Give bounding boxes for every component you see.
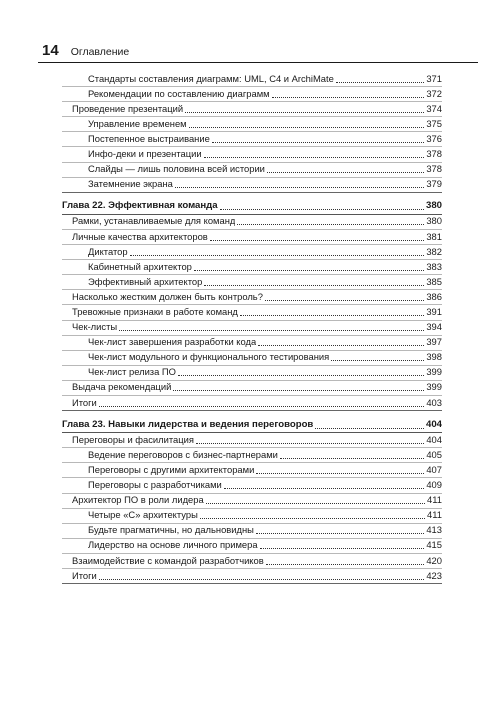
dot-leader xyxy=(224,488,425,489)
subsection-entry xyxy=(62,178,442,193)
section-entry xyxy=(62,305,442,320)
dot-leader xyxy=(240,315,424,316)
dot-leader xyxy=(204,157,425,158)
section-entry xyxy=(62,321,442,336)
chapter-entry xyxy=(62,200,442,215)
section-entry xyxy=(62,381,442,396)
running-title: Оглавление xyxy=(70,46,130,58)
entry-page-number: 382 xyxy=(426,245,442,257)
entry-page-number: 379 xyxy=(426,178,442,190)
subsection-entry xyxy=(62,336,442,351)
entry-title: Переговоры с разработчиками xyxy=(88,479,222,491)
entry-page-number: 407 xyxy=(426,463,442,475)
dot-leader xyxy=(220,209,424,210)
entry-title: Чек-лист релиза ПО xyxy=(88,366,176,378)
dot-leader xyxy=(267,172,424,173)
dot-leader xyxy=(256,473,424,474)
entry-page-number: 394 xyxy=(426,321,442,333)
entry-page-number: 411 xyxy=(427,509,442,521)
entry-page-number: 404 xyxy=(425,418,442,430)
dot-leader xyxy=(315,428,424,429)
subsection-entry xyxy=(62,366,442,381)
dot-leader xyxy=(119,330,424,331)
entry-page-number: 375 xyxy=(426,117,442,129)
entry-page-number: 385 xyxy=(426,275,442,287)
entry-page-number: 403 xyxy=(426,396,442,408)
page-header xyxy=(42,42,129,59)
dot-leader xyxy=(237,224,424,225)
entry-title: Насколько жестким должен быть контроль? xyxy=(72,290,263,302)
dot-leader xyxy=(200,518,425,519)
dot-leader xyxy=(206,503,425,504)
entry-title: Переговоры с другими архитекторами xyxy=(88,463,255,475)
section-entry xyxy=(62,433,442,448)
dot-leader xyxy=(173,390,424,391)
subsection-entry xyxy=(62,245,442,260)
entry-page-number: 399 xyxy=(426,366,442,378)
entry-title: Управление временем xyxy=(88,117,187,129)
dot-leader xyxy=(266,564,425,565)
entry-page-number: 423 xyxy=(426,569,442,581)
section-entry xyxy=(62,290,442,305)
dot-leader xyxy=(260,548,425,549)
entry-page-number: 380 xyxy=(426,215,442,227)
entry-title: Чек-лист завершения разработки кода xyxy=(88,336,257,348)
dot-leader xyxy=(130,255,425,256)
entry-page-number: 405 xyxy=(426,448,442,460)
entry-title: Эффективный архитектор xyxy=(88,275,203,287)
entry-title: Рекомендации по составлению диаграмм xyxy=(88,87,270,99)
entry-page-number: 391 xyxy=(426,306,442,317)
subsection-entry xyxy=(62,132,442,147)
entry-page-number: 409 xyxy=(426,479,442,491)
entry-page-number: 371 xyxy=(426,72,442,84)
dot-leader xyxy=(175,187,424,188)
dot-leader xyxy=(265,300,424,301)
dot-leader xyxy=(185,112,424,113)
entry-title: Итоги xyxy=(72,396,97,408)
entry-title: Рамки, устанавливаемые для команд xyxy=(72,215,236,227)
entry-title: Чек-лист модульного и функционального тестирования xyxy=(88,351,330,363)
entry-page-number: 374 xyxy=(426,102,442,114)
subsection-entry xyxy=(62,539,442,554)
entry-title: Постепенное выстраивание xyxy=(88,132,210,144)
entry-page-number: 372 xyxy=(426,87,442,99)
entry-title: Взаимодействие с командой разработчиков xyxy=(72,554,264,566)
entry-title: Диктатор xyxy=(88,245,128,257)
entry-page-number: 415 xyxy=(426,539,442,551)
entry-title: Стандарты составления диаграмм: UML, C4 и ArchiMate xyxy=(88,72,334,84)
entry-title: Инфо-деки и презентации xyxy=(88,148,202,160)
dot-leader xyxy=(272,97,425,98)
entry-title: Четыре «С» архитектуры xyxy=(88,509,198,521)
dot-leader xyxy=(280,458,424,459)
entry-title: Глава 22. Эффективная команда xyxy=(62,200,218,212)
page-number: 14 xyxy=(42,42,59,59)
subsection-entry xyxy=(62,351,442,366)
dot-leader xyxy=(256,533,424,534)
subsection-entry xyxy=(62,117,442,132)
entry-page-number: 399 xyxy=(426,381,442,393)
dot-leader xyxy=(210,240,425,241)
subsection-entry xyxy=(62,463,442,478)
entry-page-number: 397 xyxy=(426,336,442,348)
entry-title: Будьте прагматичны, но дальновидны xyxy=(88,524,254,536)
entry-page-number: 398 xyxy=(426,351,442,363)
subsection-entry xyxy=(62,72,442,87)
entry-page-number: 378 xyxy=(426,148,442,160)
subsection-entry xyxy=(62,275,442,290)
dot-leader xyxy=(189,127,425,128)
entry-title: Ведение переговоров с бизнес-партнерами xyxy=(88,448,278,460)
subsection-entry xyxy=(62,260,442,275)
section-entry xyxy=(62,494,442,509)
section-entry xyxy=(62,102,442,117)
entry-title: Слайды — лишь половина всей истории xyxy=(88,163,265,175)
entry-title: Переговоры и фасилитация xyxy=(72,433,194,445)
entry-title: Итоги xyxy=(72,569,97,581)
entry-page-number: 381 xyxy=(426,230,442,242)
entry-page-number: 378 xyxy=(426,163,442,175)
section-entry xyxy=(62,569,442,584)
section-entry xyxy=(62,230,442,245)
header-rule xyxy=(38,62,478,63)
subsection-entry xyxy=(62,87,442,102)
entry-title: Тревожные признаки в работе команд xyxy=(72,306,238,317)
entry-title: Выдача рекомендаций xyxy=(72,381,172,393)
subsection-entry xyxy=(62,163,442,178)
dot-leader xyxy=(178,375,424,376)
subsection-entry xyxy=(62,448,442,463)
entry-title: Чек-листы xyxy=(72,321,118,333)
section-entry xyxy=(62,215,442,230)
entry-page-number: 413 xyxy=(426,524,442,536)
section-entry xyxy=(62,554,442,569)
section-entry xyxy=(62,396,442,411)
entry-title: Проведение презентаций xyxy=(72,102,184,114)
dot-leader xyxy=(99,406,425,407)
subsection-entry xyxy=(62,147,442,162)
dot-leader xyxy=(204,285,424,286)
dot-leader xyxy=(336,82,425,83)
entry-page-number: 383 xyxy=(426,260,442,272)
dot-leader xyxy=(258,345,424,346)
subsection-entry xyxy=(62,509,442,524)
entry-page-number: 404 xyxy=(426,433,442,445)
dot-leader xyxy=(99,579,425,580)
dot-leader xyxy=(196,443,424,444)
subsection-entry xyxy=(62,524,442,539)
entry-page-number: 376 xyxy=(426,132,442,144)
entry-page-number: 386 xyxy=(426,290,442,302)
dot-leader xyxy=(331,360,424,361)
subsection-entry xyxy=(62,478,442,493)
entry-title: Затемнение экрана xyxy=(88,178,173,190)
entry-title: Глава 23. Навыки лидерства и ведения переговоров xyxy=(62,418,314,430)
entry-page-number: 420 xyxy=(426,554,442,566)
entry-title: Архитектор ПО в роли лидера xyxy=(72,494,204,506)
entry-page-number: 380 xyxy=(425,200,442,212)
dot-leader xyxy=(194,270,424,271)
dot-leader xyxy=(212,142,425,143)
entry-page-number: 411 xyxy=(427,494,442,506)
entry-title: Лидерство на основе личного примера xyxy=(88,539,258,551)
chapter-entry xyxy=(62,418,442,433)
entry-title: Кабинетный архитектор xyxy=(88,260,192,272)
table-of-contents xyxy=(62,72,442,584)
entry-title: Личные качества архитекторов xyxy=(72,230,208,242)
